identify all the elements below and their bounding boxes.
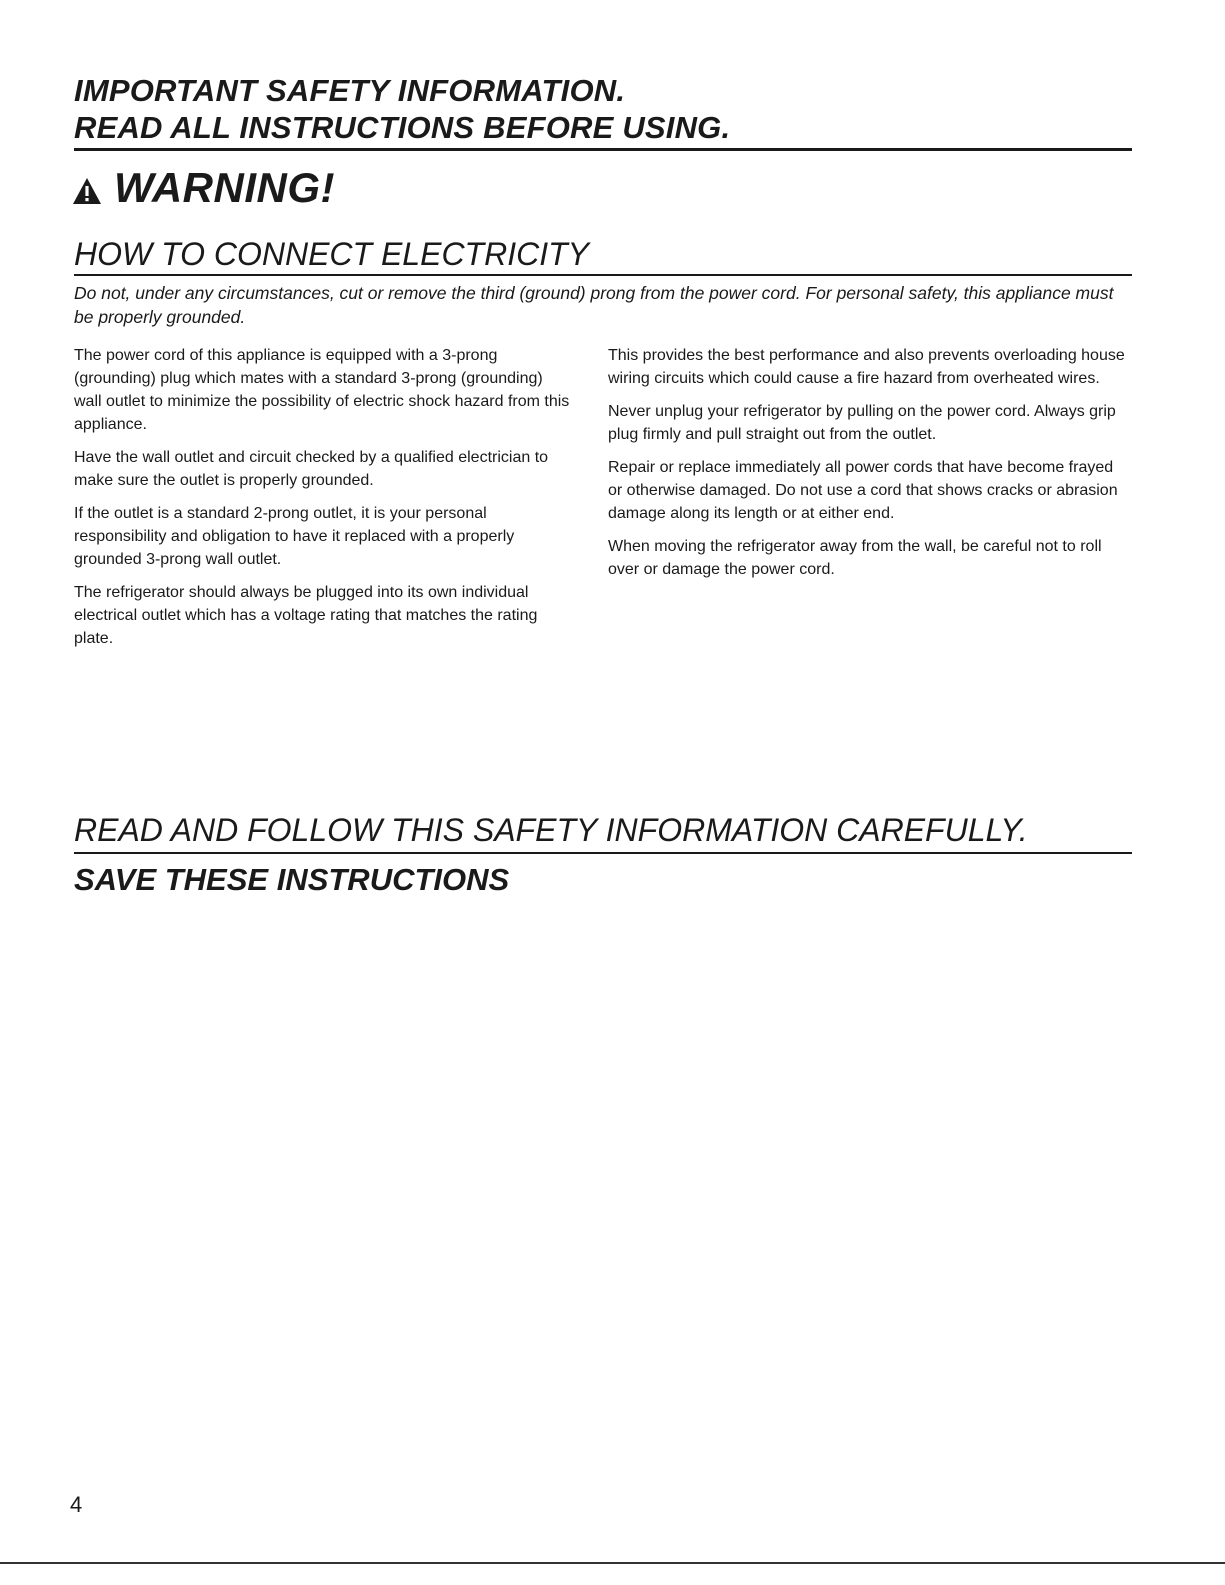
paragraph: Never unplug your refrigerator by pulling on the power cord. Always grip plug firmly and pull straight out from the outlet.: [608, 403, 1116, 443]
grounding-notice: Do not, under any circumstances, cut or remove the third (ground) prong from the power cord. For personal safety, this appliance must be properly grounded.: [74, 283, 1114, 327]
right-column: [608, 344, 1128, 591]
left-column: [74, 344, 574, 660]
paragraph: If the outlet is a standard 2-prong outlet, it is your personal responsibility and obligation to have it replaced with a properly grounded 3-prong wall outlet.: [74, 505, 515, 568]
page-bottom-edge: [0, 1562, 1225, 1564]
paragraph: When moving the refrigerator away from the wall, be careful not to roll over or damage the power cord.: [608, 538, 1102, 578]
warning-triangle-icon: [72, 176, 102, 206]
page-number: 4: [70, 1492, 83, 1517]
paragraph: Have the wall outlet and circuit checked by a qualified electrician to make sure the outlet is properly grounded.: [74, 449, 549, 489]
section-divider: [74, 274, 1132, 276]
header-divider: [74, 148, 1132, 151]
save-instructions-title: SAVE THESE INSTRUCTIONS: [74, 862, 510, 897]
paragraph: Repair or replace immediately all power cords that have become frayed or otherwise damaged. Do not use a cord that shows cracks or abrasion damage along its length or at either end.: [608, 459, 1118, 522]
paragraph: This provides the best performance and also prevents overloading house wiring circuits which could cause a fire hazard from overheated wires.: [608, 347, 1125, 387]
warning-label: WARNING!: [114, 164, 335, 211]
footer-title: READ AND FOLLOW THIS SAFETY INFORMATION CAREFULLY.: [74, 812, 1028, 848]
footer-divider: [74, 852, 1132, 854]
paragraph: The refrigerator should always be plugged into its own individual electrical outlet which has a voltage rating that matches the rating plate.: [74, 584, 538, 647]
header-line-2: READ ALL INSTRUCTIONS BEFORE USING.: [74, 110, 731, 145]
header-line-1: IMPORTANT SAFETY INFORMATION.: [74, 73, 626, 108]
paragraph: The power cord of this appliance is equipped with a 3-prong (grounding) plug which mates with a standard 3-prong (grounding) wall outlet to minimize the possibility of electric shock hazard from this appliance.: [74, 347, 570, 433]
section-title: HOW TO CONNECT ELECTRICITY: [74, 236, 589, 272]
warning-heading: [72, 164, 335, 212]
